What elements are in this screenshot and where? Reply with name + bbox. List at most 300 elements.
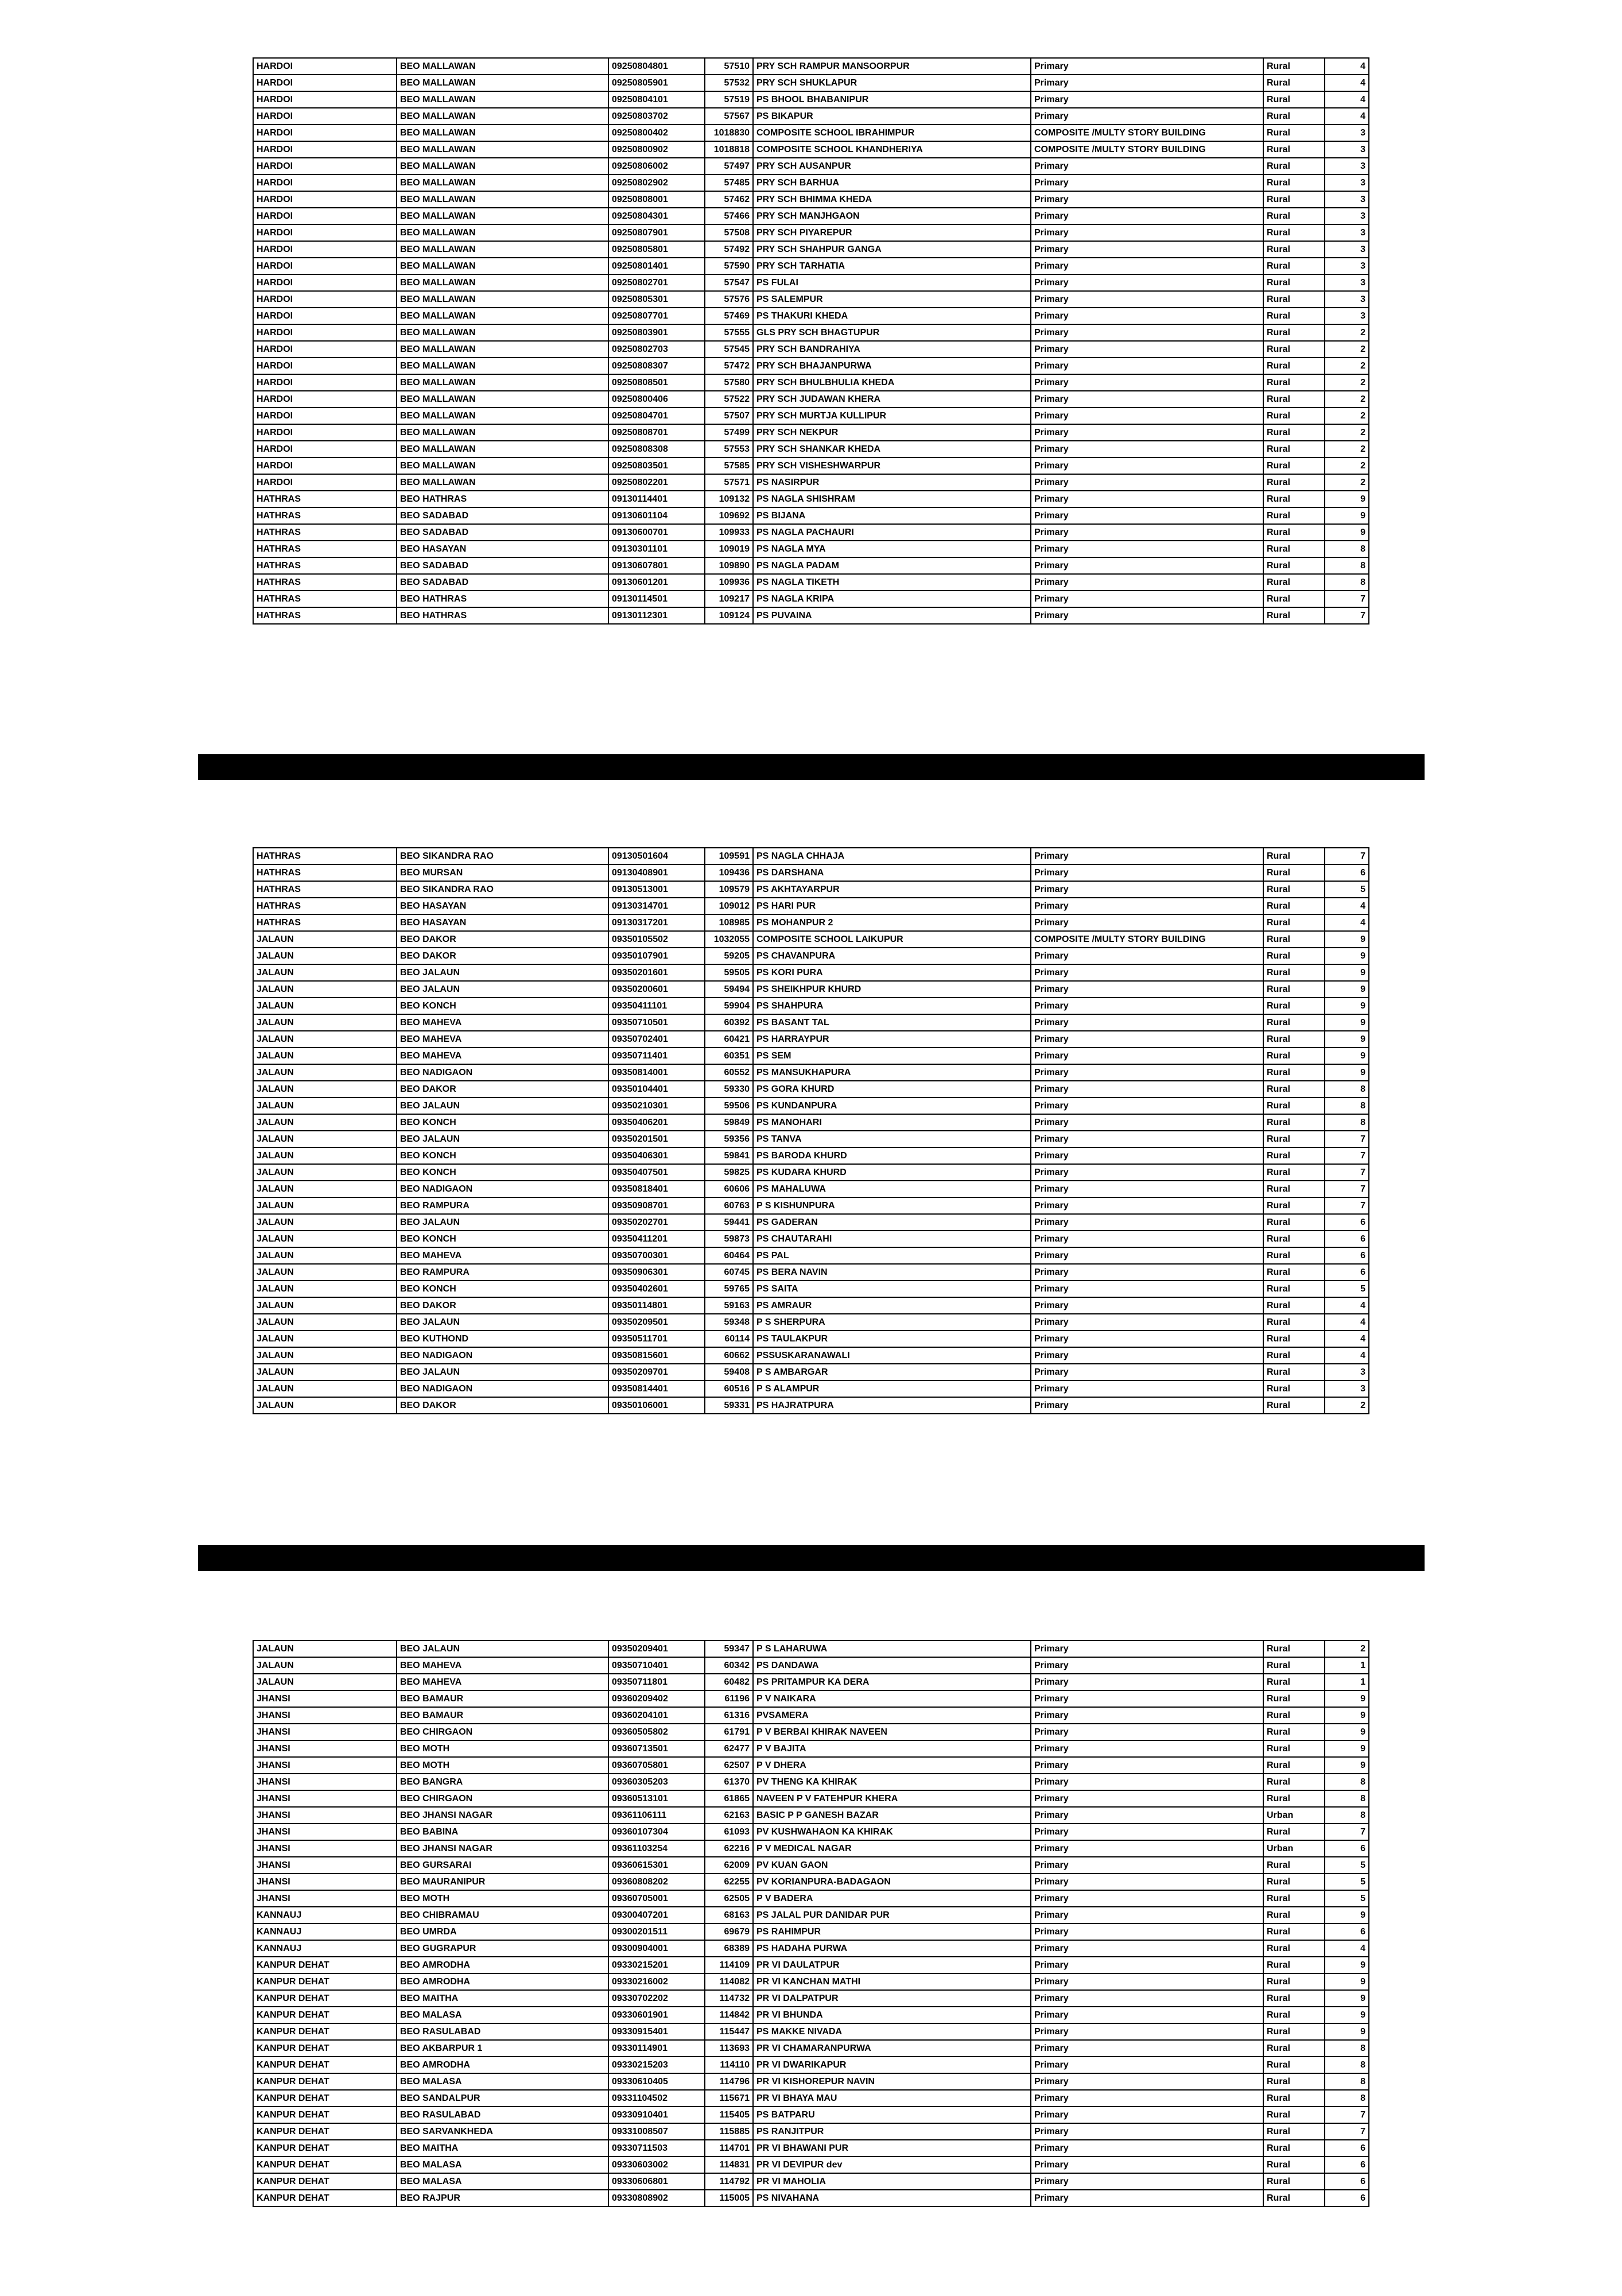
count-cell: 8: [1325, 557, 1369, 574]
table-row: [253, 1973, 1369, 1990]
count-cell: 3: [1325, 258, 1369, 274]
block-cell: BEO HATHRAS: [397, 491, 608, 507]
district-cell: JHANSI: [253, 1707, 397, 1724]
table-row: [253, 1940, 1369, 1957]
count-cell: 5: [1325, 1890, 1369, 1907]
school-id-cell: 114792: [705, 2173, 753, 2190]
school-id-cell: 61865: [705, 1790, 753, 1807]
block-cell: BEO JALAUN: [397, 1214, 608, 1231]
school-id-cell: 59331: [705, 1397, 753, 1414]
school-id-cell: 57472: [705, 358, 753, 374]
count-cell: 7: [1325, 591, 1369, 607]
school-name-cell: PS AMRAUR: [753, 1297, 1031, 1314]
school-id-cell: 59441: [705, 1214, 753, 1231]
category-cell: Primary: [1031, 2157, 1263, 2173]
table-row: [253, 91, 1369, 108]
udise-code-cell: 09130501604: [608, 848, 705, 864]
district-cell: JALAUN: [253, 1640, 397, 1657]
area-cell: Rural: [1263, 374, 1325, 391]
district-cell: HARDOI: [253, 174, 397, 191]
block-cell: BEO MALLAWAN: [397, 274, 608, 291]
category-cell: Primary: [1031, 2140, 1263, 2157]
udise-code-cell: 09250800902: [608, 141, 705, 158]
district-cell: KANPUR DEHAT: [253, 2023, 397, 2040]
table-row: [253, 898, 1369, 914]
school-name-cell: PS NAGLA CHHAJA: [753, 848, 1031, 864]
school-name-cell: PRY SCH SHUKLAPUR: [753, 75, 1031, 91]
count-cell: 8: [1325, 1790, 1369, 1807]
count-cell: 6: [1325, 1840, 1369, 1857]
table-row: [253, 998, 1369, 1014]
category-cell: Primary: [1031, 308, 1263, 324]
udise-code-cell: 09250804101: [608, 91, 705, 108]
table-row: [253, 541, 1369, 557]
area-cell: Rural: [1263, 158, 1325, 174]
block-cell: BEO HATHRAS: [397, 607, 608, 624]
count-cell: 9: [1325, 1031, 1369, 1048]
area-cell: Rural: [1263, 441, 1325, 457]
school-name-cell: PS MAHALUWA: [753, 1181, 1031, 1197]
category-cell: Primary: [1031, 1097, 1263, 1114]
school-id-cell: 57492: [705, 241, 753, 258]
district-cell: HATHRAS: [253, 898, 397, 914]
category-cell: Primary: [1031, 441, 1263, 457]
school-name-cell: P V BERBAI KHIRAK NAVEEN: [753, 1724, 1031, 1740]
school-name-cell: PS PAL: [753, 1247, 1031, 1264]
area-cell: Rural: [1263, 1990, 1325, 2007]
school-name-cell: PR VI KISHOREPUR NAVIN: [753, 2073, 1031, 2090]
school-name-cell: PRY SCH MANJHGAON: [753, 208, 1031, 224]
udise-code-cell: 09130314701: [608, 898, 705, 914]
school-name-cell: PS BIJANA: [753, 507, 1031, 524]
table-row: [253, 948, 1369, 964]
udise-code-cell: 09360705801: [608, 1757, 705, 1774]
school-id-cell: 57571: [705, 474, 753, 491]
district-cell: HARDOI: [253, 391, 397, 408]
district-cell: KANPUR DEHAT: [253, 1990, 397, 2007]
school-name-cell: PS NAGLA TIKETH: [753, 574, 1031, 591]
school-name-cell: PS NAGLA SHISHRAM: [753, 491, 1031, 507]
category-cell: Primary: [1031, 91, 1263, 108]
school-name-cell: PRY SCH BHIMMA KHEDA: [753, 191, 1031, 208]
school-name-cell: PVSAMERA: [753, 1707, 1031, 1724]
block-cell: BEO MALLAWAN: [397, 141, 608, 158]
area-cell: Rural: [1263, 848, 1325, 864]
block-cell: BEO SARVANKHEDA: [397, 2123, 608, 2140]
district-cell: JALAUN: [253, 1364, 397, 1380]
school-id-cell: 57522: [705, 391, 753, 408]
category-cell: Primary: [1031, 158, 1263, 174]
school-table-3: [253, 1640, 1368, 2207]
block-cell: BEO KONCH: [397, 1147, 608, 1164]
school-name-cell: PV KUAN GAON: [753, 1857, 1031, 1874]
count-cell: 4: [1325, 898, 1369, 914]
district-cell: JALAUN: [253, 1347, 397, 1364]
category-cell: Primary: [1031, 1740, 1263, 1757]
district-cell: HARDOI: [253, 141, 397, 158]
udise-code-cell: 09130408901: [608, 864, 705, 881]
school-name-cell: P V MEDICAL NAGAR: [753, 1840, 1031, 1857]
school-id-cell: 57466: [705, 208, 753, 224]
school-id-cell: 108985: [705, 914, 753, 931]
category-cell: Primary: [1031, 108, 1263, 125]
school-name-cell: PS TANVA: [753, 1131, 1031, 1147]
count-cell: 3: [1325, 208, 1369, 224]
district-cell: KANPUR DEHAT: [253, 2107, 397, 2123]
area-cell: Rural: [1263, 1048, 1325, 1064]
category-cell: Primary: [1031, 1397, 1263, 1414]
area-cell: Rural: [1263, 1014, 1325, 1031]
category-cell: Primary: [1031, 58, 1263, 75]
school-name-cell: PS MANSUKHAPURA: [753, 1064, 1031, 1081]
school-id-cell: 59347: [705, 1640, 753, 1657]
count-cell: 7: [1325, 2107, 1369, 2123]
udise-code-cell: 09250805901: [608, 75, 705, 91]
count-cell: 4: [1325, 75, 1369, 91]
area-cell: Rural: [1263, 2023, 1325, 2040]
category-cell: Primary: [1031, 1907, 1263, 1923]
school-name-cell: P S AMBARGAR: [753, 1364, 1031, 1380]
district-cell: KANPUR DEHAT: [253, 2007, 397, 2023]
area-cell: Rural: [1263, 91, 1325, 108]
area-cell: Rural: [1263, 1314, 1325, 1331]
school-table-2: [253, 847, 1368, 1414]
table-row: [253, 2073, 1369, 2090]
area-cell: Rural: [1263, 524, 1325, 541]
count-cell: 6: [1325, 1214, 1369, 1231]
area-cell: Rural: [1263, 881, 1325, 898]
school-id-cell: 59506: [705, 1097, 753, 1114]
school-name-cell: PS GORA KHURD: [753, 1081, 1031, 1097]
udise-code-cell: 09130601104: [608, 507, 705, 524]
school-id-cell: 59348: [705, 1314, 753, 1331]
block-cell: BEO KONCH: [397, 1231, 608, 1247]
area-cell: Rural: [1263, 1264, 1325, 1281]
udise-code-cell: 09350710501: [608, 1014, 705, 1031]
district-cell: JALAUN: [253, 1264, 397, 1281]
udise-code-cell: 09250804801: [608, 58, 705, 75]
block-cell: BEO KONCH: [397, 1114, 608, 1131]
category-cell: Primary: [1031, 1380, 1263, 1397]
school-id-cell: 59205: [705, 948, 753, 964]
block-cell: BEO BABINA: [397, 1824, 608, 1840]
count-cell: 2: [1325, 374, 1369, 391]
count-cell: 9: [1325, 1973, 1369, 1990]
category-cell: Primary: [1031, 1347, 1263, 1364]
block-cell: BEO JALAUN: [397, 1364, 608, 1380]
school-id-cell: 59505: [705, 964, 753, 981]
block-cell: BEO AKBARPUR 1: [397, 2040, 608, 2057]
count-cell: 9: [1325, 948, 1369, 964]
block-cell: BEO SADABAD: [397, 524, 608, 541]
category-cell: Primary: [1031, 1297, 1263, 1314]
category-cell: Primary: [1031, 258, 1263, 274]
category-cell: Primary: [1031, 1081, 1263, 1097]
udise-code-cell: 09330603002: [608, 2157, 705, 2173]
block-cell: BEO MALLAWAN: [397, 91, 608, 108]
udise-code-cell: 09250801401: [608, 258, 705, 274]
table-row: [253, 1923, 1369, 1940]
district-cell: JHANSI: [253, 1740, 397, 1757]
udise-code-cell: 09331104502: [608, 2090, 705, 2107]
udise-code-cell: 09130112301: [608, 607, 705, 624]
block-cell: BEO MAHEVA: [397, 1031, 608, 1048]
area-cell: Rural: [1263, 1973, 1325, 1990]
area-cell: Rural: [1263, 981, 1325, 998]
area-cell: Rural: [1263, 591, 1325, 607]
area-cell: Rural: [1263, 1031, 1325, 1048]
data-table: [253, 847, 1369, 1414]
table-row: [253, 1131, 1369, 1147]
block-cell: BEO MALLAWAN: [397, 125, 608, 141]
table-row: [253, 1214, 1369, 1231]
district-cell: KANPUR DEHAT: [253, 2073, 397, 2090]
table-row: [253, 591, 1369, 607]
district-cell: JALAUN: [253, 1674, 397, 1690]
category-cell: Primary: [1031, 1048, 1263, 1064]
area-cell: Rural: [1263, 1131, 1325, 1147]
district-cell: JALAUN: [253, 1064, 397, 1081]
area-cell: Rural: [1263, 1164, 1325, 1181]
udise-code-cell: 09330610405: [608, 2073, 705, 2090]
area-cell: Rural: [1263, 141, 1325, 158]
area-cell: Rural: [1263, 2123, 1325, 2140]
school-id-cell: 57469: [705, 308, 753, 324]
udise-code-cell: 09350210301: [608, 1097, 705, 1114]
table-row: [253, 1674, 1369, 1690]
block-cell: BEO NADIGAON: [397, 1380, 608, 1397]
area-cell: Rural: [1263, 1281, 1325, 1297]
count-cell: 6: [1325, 1231, 1369, 1247]
district-cell: JHANSI: [253, 1840, 397, 1857]
block-cell: BEO MALLAWAN: [397, 341, 608, 358]
area-cell: Urban: [1263, 1807, 1325, 1824]
district-cell: JALAUN: [253, 1281, 397, 1297]
district-cell: JALAUN: [253, 1297, 397, 1314]
udise-code-cell: 09331008507: [608, 2123, 705, 2140]
category-cell: Primary: [1031, 1774, 1263, 1790]
school-id-cell: 59873: [705, 1231, 753, 1247]
district-cell: KANPUR DEHAT: [253, 1973, 397, 1990]
udise-code-cell: 09300407201: [608, 1907, 705, 1923]
udise-code-cell: 09250802703: [608, 341, 705, 358]
table-row: [253, 1231, 1369, 1247]
school-id-cell: 115405: [705, 2107, 753, 2123]
district-cell: HARDOI: [253, 341, 397, 358]
school-id-cell: 61093: [705, 1824, 753, 1840]
table-row: [253, 291, 1369, 308]
district-cell: JALAUN: [253, 1181, 397, 1197]
count-cell: 3: [1325, 1380, 1369, 1397]
area-cell: Rural: [1263, 1923, 1325, 1940]
count-cell: 2: [1325, 1397, 1369, 1414]
school-id-cell: 114732: [705, 1990, 753, 2007]
count-cell: 1: [1325, 1674, 1369, 1690]
school-name-cell: PR VI DWARIKAPUR: [753, 2057, 1031, 2073]
table-row: [253, 2023, 1369, 2040]
count-cell: 7: [1325, 607, 1369, 624]
table-row: [253, 507, 1369, 524]
district-cell: HARDOI: [253, 408, 397, 424]
school-name-cell: PR VI MAHOLIA: [753, 2173, 1031, 2190]
udise-code-cell: 09350202701: [608, 1214, 705, 1231]
school-id-cell: 1032055: [705, 931, 753, 948]
count-cell: 9: [1325, 1990, 1369, 2007]
count-cell: 6: [1325, 2173, 1369, 2190]
udise-code-cell: 09300201511: [608, 1923, 705, 1940]
udise-code-cell: 09250803901: [608, 324, 705, 341]
school-name-cell: P S KISHUNPURA: [753, 1197, 1031, 1214]
district-cell: HATHRAS: [253, 914, 397, 931]
block-cell: BEO MAHEVA: [397, 1048, 608, 1064]
district-cell: HARDOI: [253, 191, 397, 208]
school-name-cell: PS SALEMPUR: [753, 291, 1031, 308]
school-id-cell: 60745: [705, 1264, 753, 1281]
count-cell: 2: [1325, 424, 1369, 441]
count-cell: 8: [1325, 1097, 1369, 1114]
area-cell: Rural: [1263, 964, 1325, 981]
area-cell: Rural: [1263, 1740, 1325, 1757]
block-cell: BEO GURSARAI: [397, 1857, 608, 1874]
school-name-cell: PS RANJITPUR: [753, 2123, 1031, 2140]
block-cell: BEO GUGRAPUR: [397, 1940, 608, 1957]
category-cell: Primary: [1031, 191, 1263, 208]
count-cell: 3: [1325, 191, 1369, 208]
table-row: [253, 1081, 1369, 1097]
area-cell: Rural: [1263, 948, 1325, 964]
category-cell: Primary: [1031, 2023, 1263, 2040]
school-name-cell: PS SEM: [753, 1048, 1031, 1064]
area-cell: Rural: [1263, 1397, 1325, 1414]
table-row: [253, 1657, 1369, 1674]
district-cell: HARDOI: [253, 457, 397, 474]
count-cell: 3: [1325, 1364, 1369, 1380]
school-name-cell: PS GADERAN: [753, 1214, 1031, 1231]
school-id-cell: 60552: [705, 1064, 753, 1081]
school-name-cell: PS NAGLA PADAM: [753, 557, 1031, 574]
district-cell: JHANSI: [253, 1824, 397, 1840]
table-row: [253, 1014, 1369, 1031]
category-cell: Primary: [1031, 1064, 1263, 1081]
count-cell: 9: [1325, 2007, 1369, 2023]
district-cell: JALAUN: [253, 964, 397, 981]
count-cell: 9: [1325, 1757, 1369, 1774]
block-cell: BEO MAHEVA: [397, 1014, 608, 1031]
area-cell: Rural: [1263, 125, 1325, 141]
category-cell: Primary: [1031, 1923, 1263, 1940]
block-cell: BEO MALLAWAN: [397, 291, 608, 308]
school-id-cell: 61791: [705, 1724, 753, 1740]
category-cell: Primary: [1031, 391, 1263, 408]
school-name-cell: PV KUSHWAHAON KA KHIRAK: [753, 1824, 1031, 1840]
district-cell: JALAUN: [253, 1097, 397, 1114]
block-cell: BEO MALLAWAN: [397, 224, 608, 241]
school-name-cell: PS HADAHA PURWA: [753, 1940, 1031, 1957]
block-cell: BEO MALLAWAN: [397, 108, 608, 125]
table-row: [253, 1380, 1369, 1397]
count-cell: 8: [1325, 574, 1369, 591]
district-cell: HARDOI: [253, 108, 397, 125]
school-name-cell: PR VI DEVIPUR dev: [753, 2157, 1031, 2173]
table-row: [253, 191, 1369, 208]
category-cell: Primary: [1031, 848, 1263, 864]
count-cell: 3: [1325, 291, 1369, 308]
school-name-cell: COMPOSITE SCHOOL IBRAHIMPUR: [753, 125, 1031, 141]
udise-code-cell: 09350710401: [608, 1657, 705, 1674]
block-cell: BEO AMRODHA: [397, 1957, 608, 1973]
udise-code-cell: 09330702202: [608, 1990, 705, 2007]
table-row: [253, 2090, 1369, 2107]
category-cell: Primary: [1031, 424, 1263, 441]
block-cell: BEO JALAUN: [397, 1097, 608, 1114]
school-name-cell: PS HARRAYPUR: [753, 1031, 1031, 1048]
area-cell: Rural: [1263, 1364, 1325, 1380]
category-cell: Primary: [1031, 1364, 1263, 1380]
table-row: [253, 1331, 1369, 1347]
area-cell: Rural: [1263, 108, 1325, 125]
category-cell: Primary: [1031, 881, 1263, 898]
category-cell: Primary: [1031, 1674, 1263, 1690]
school-name-cell: PS SHEIKHPUR KHURD: [753, 981, 1031, 998]
school-name-cell: PRY SCH RAMPUR MANSOORPUR: [753, 58, 1031, 75]
school-name-cell: PS HARI PUR: [753, 898, 1031, 914]
count-cell: 2: [1325, 441, 1369, 457]
school-name-cell: P V BADERA: [753, 1890, 1031, 1907]
category-cell: Primary: [1031, 1707, 1263, 1724]
udise-code-cell: 09350511701: [608, 1331, 705, 1347]
school-name-cell: PS AKHTAYARPUR: [753, 881, 1031, 898]
table-row: [253, 1114, 1369, 1131]
block-cell: BEO MALLAWAN: [397, 158, 608, 174]
count-cell: 7: [1325, 848, 1369, 864]
count-cell: 2: [1325, 474, 1369, 491]
area-cell: Rural: [1263, 2140, 1325, 2157]
table-row: [253, 474, 1369, 491]
school-id-cell: 62163: [705, 1807, 753, 1824]
udise-code-cell: 09350104401: [608, 1081, 705, 1097]
block-cell: BEO SIKANDRA RAO: [397, 848, 608, 864]
school-id-cell: 62009: [705, 1857, 753, 1874]
table-row: [253, 1347, 1369, 1364]
school-id-cell: 57485: [705, 174, 753, 191]
area-cell: Rural: [1263, 2007, 1325, 2023]
udise-code-cell: 09250804301: [608, 208, 705, 224]
udise-code-cell: 09130114501: [608, 591, 705, 607]
district-cell: JHANSI: [253, 1874, 397, 1890]
district-cell: HARDOI: [253, 441, 397, 457]
school-id-cell: 109012: [705, 898, 753, 914]
udise-code-cell: 09361103254: [608, 1840, 705, 1857]
block-cell: BEO SADABAD: [397, 507, 608, 524]
district-cell: JHANSI: [253, 1790, 397, 1807]
udise-code-cell: 09250808701: [608, 424, 705, 441]
school-id-cell: 59825: [705, 1164, 753, 1181]
category-cell: Primary: [1031, 1197, 1263, 1214]
count-cell: 9: [1325, 2023, 1369, 2040]
udise-code-cell: 09360705001: [608, 1890, 705, 1907]
area-cell: Rural: [1263, 491, 1325, 507]
block-cell: BEO MALASA: [397, 2073, 608, 2090]
block-cell: BEO MAHEVA: [397, 1674, 608, 1690]
school-id-cell: 113693: [705, 2040, 753, 2057]
page-separator-bar: [198, 754, 1425, 780]
category-cell: Primary: [1031, 1314, 1263, 1331]
count-cell: 1: [1325, 1657, 1369, 1674]
area-cell: Rural: [1263, 324, 1325, 341]
school-id-cell: 114701: [705, 2140, 753, 2157]
school-id-cell: 115005: [705, 2190, 753, 2206]
school-name-cell: PV KORIANPURA-BADAGAON: [753, 1874, 1031, 1890]
